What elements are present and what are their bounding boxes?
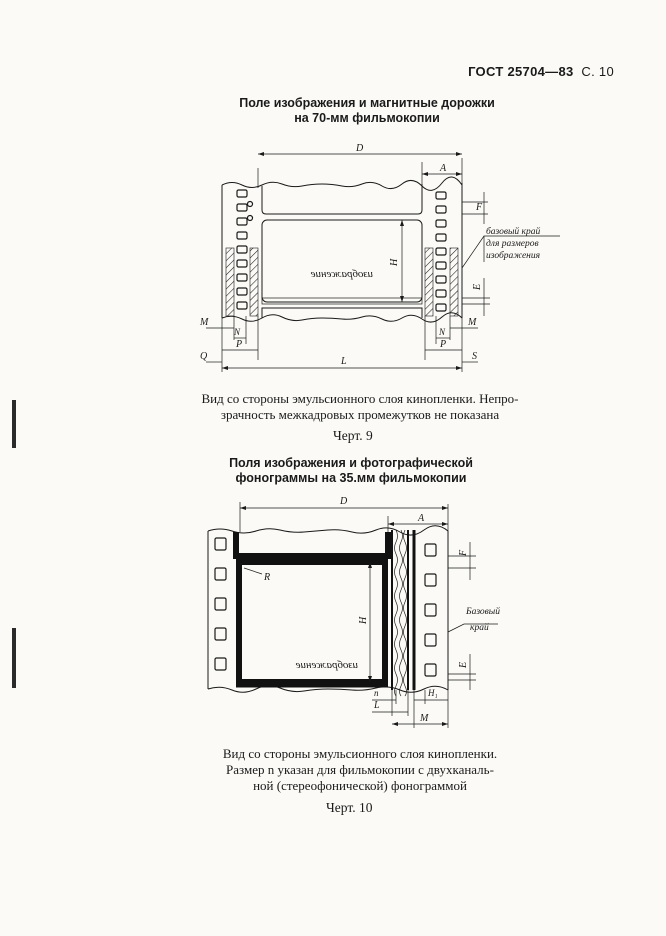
label-M-left: M [200, 317, 209, 328]
figure10-title [18, 456, 666, 486]
figure9-title-line2: на 70-мм фильмокопии [294, 111, 440, 125]
frame-upper [262, 184, 422, 214]
label-Q: Q [200, 351, 208, 362]
label-F: F [458, 549, 469, 556]
label-F: F [476, 202, 483, 213]
label-P-left: P [236, 339, 243, 350]
figure10-caption-line1: Вид со стороны эмульсионного слоя кинопленки. [222, 746, 498, 761]
right-perforations [436, 192, 446, 311]
label-M: M [420, 713, 429, 724]
figure9-caption-line2: зрачность межкадровых промежутков не показана [220, 407, 500, 422]
mirror-text: изображение [295, 659, 358, 671]
reference-edge-note-2: край [470, 623, 489, 633]
figure9-title [34, 96, 666, 126]
figure10-number: Черт. 10 [326, 800, 373, 815]
figure10-drawing [0, 490, 666, 740]
label-L: L [341, 356, 347, 367]
reference-edge-note-2: для размеров [486, 239, 539, 249]
optical-soundtrack [392, 530, 414, 696]
frame-lower [262, 308, 422, 318]
figure10-caption [170, 746, 550, 794]
label-S: S [472, 351, 477, 362]
figure9-title-line1: Поле изображения и магнитные дорожки [239, 96, 495, 110]
reference-edge-note-1: базовый край [486, 227, 541, 237]
label-n: n [374, 688, 379, 698]
label-A: A [440, 163, 447, 174]
label-H1: H₁ [428, 688, 438, 698]
magnetic-track-right-outer [450, 248, 458, 316]
label-D: D [356, 143, 364, 154]
magnetic-track-left-inner [250, 248, 258, 316]
page-header [468, 64, 614, 79]
reference-edge-note-1: Базовый [466, 607, 500, 617]
figure9-caption [160, 391, 560, 423]
page-number: С. 10 [581, 64, 614, 79]
figure10-caption-line3: ной (стереофонической) фонограммой [253, 778, 467, 793]
label-L: L [374, 700, 380, 711]
standard-number: ГОСТ 25704—83 [468, 64, 574, 79]
label-E: E [472, 283, 483, 290]
label-N-left: N [234, 327, 241, 337]
binding-mark-top [12, 400, 16, 448]
frame-top-border [236, 532, 388, 556]
label-N-right: N [439, 327, 446, 337]
mirror-text: изображение [310, 268, 373, 280]
label-H: H [389, 258, 400, 266]
label-H: H [358, 616, 369, 624]
label-M-right: M [468, 317, 477, 328]
left-perforations [215, 538, 226, 670]
label-D: D [340, 496, 348, 507]
label-P-right: P [440, 339, 447, 350]
figure10-caption-line2: Размер n указан для фильмокопии с двухканаль- [226, 762, 494, 777]
figure9-caption-line1: Вид со стороны эмульсионного слоя кинопленки. Непро- [201, 391, 519, 406]
magnetic-track-right-inner [425, 248, 433, 316]
magnetic-track-left-outer [226, 248, 234, 316]
label-R: R [264, 572, 271, 583]
figure10-title-line1: Поля изображения и фотографической [229, 456, 473, 470]
figure9-drawing [0, 140, 666, 380]
label-A: A [418, 513, 425, 524]
figure10-title-line2: фонограммы на 35.мм фильмокопии [235, 471, 467, 485]
frame-gap [262, 298, 422, 304]
label-E: E [458, 661, 469, 668]
reference-edge-note-3: изображения [486, 251, 541, 261]
right-perforations [425, 544, 436, 676]
figure9-number: Черт. 9 [333, 428, 373, 443]
